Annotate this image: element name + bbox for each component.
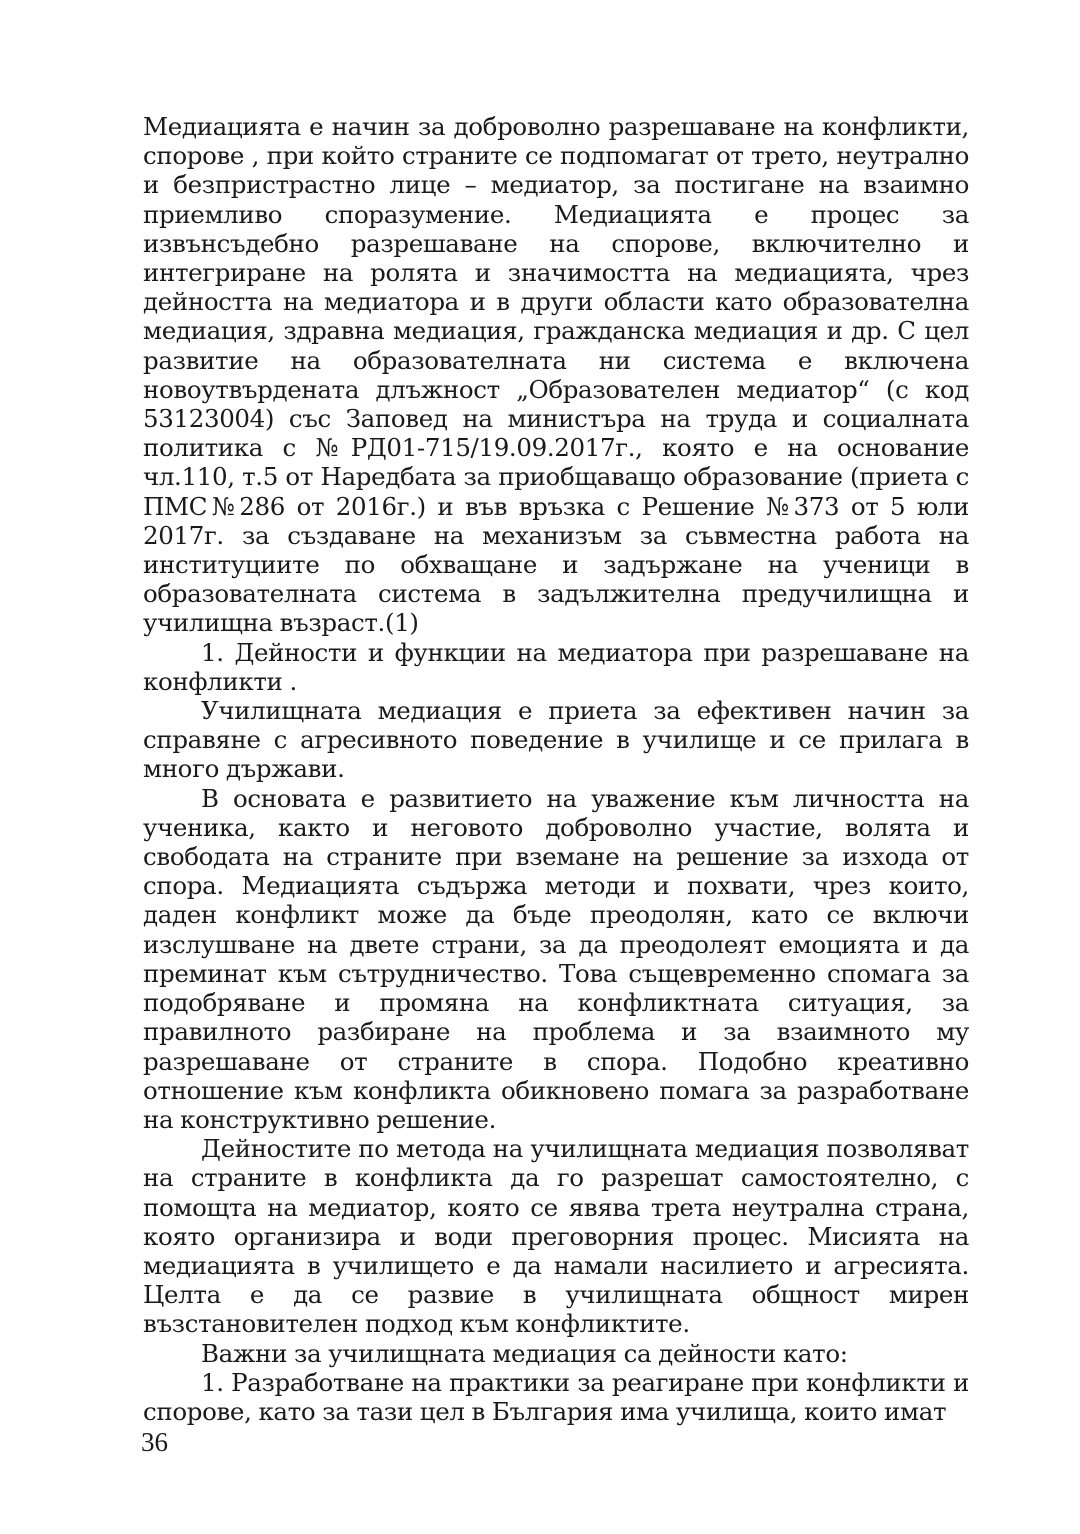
page-number: 36 — [141, 1427, 168, 1457]
body-text — [143, 112, 969, 1426]
paragraph-school-mediation: Училищната медиация е приета за ефективен начин за справяне с агресивното поведение в училище и се прилага в много държави. — [143, 696, 969, 784]
list-item-developing-practices: 1. Разработване на практики за реагиране при конфликти и спорове, като за тази цел в България има училища, които имат — [143, 1367, 969, 1426]
paragraph-important-activities: Важни за училищната медиация са дейности като: — [201, 1338, 848, 1368]
paragraph-respect-foundation: В основата е развитието на уважение към личността на ученика, както и неговото доброволно участие, волята и свободата на страните при вземане на решение за изхода от спора. Медиацията съдържа методи и похвати, чрез които, даден конфликт може да бъде преодолян, като се включи изслушване на двете страни, за да преодолеят емоцията и да преминат към сътрудничество. Това същевременно спомага за подобряване и промяна на конфликтната ситуация, за правилното разбиране на проблема и за взаимното му разрешаване от страните в спора. Подобно креативно отношение към конфликта обикновено помага за разработване на конструктивно решение. — [143, 783, 969, 1134]
paragraph-mediation-method: Дейностите по метода на училищната медиация позволяват на страните в конфликта да го разрешат самостоятелно, с помощта на медиатор, която се явява трета неутрална страна, която организира и води преговорния процес. Мисията на медиацията в училището е да намали насилието и агресията. Целта е да се развие в училищната общност мирен възстановителен подход към конфликтите. — [143, 1134, 969, 1339]
section-heading-mediator-activities: 1. Дейности и функции на медиатора при разрешаване на конфликти . — [143, 637, 969, 696]
paragraph-mediation-definition: Медиацията е начин за доброволно разрешаване на конфликти, спорове , при който страните се подпомагат от трето, неутрално и безпристрастно лице – медиатор, за постигане на взаимно приемливо споразумение. Медиацията е процес за извънсъдебно разрешаване на спорове, включително и интегриране на ролята и значимостта на медиацията, чрез дейността на медиатора и в други области като образователна медиация, здравна медиация, гражданска медиация и др. С цел развитие на образователната ни система е включена новоутвърдената длъжност „Образователен медиатор“ (с код 53123004) със Заповед на министъра на труда и социалната политика с №РД01-715/19.09.2017г., която е на основание чл.110, т.5 от Наредбата за приобщаващо образование (приета с ПМС№286 от 2016г.) и във връзка с Решение №373 от 5 юли 2017г. за създаване на механизъм за съвместна работа на институциите по обхващане и задържане на ученици в образователната система в задължителна предучилищна и училищна възраст.(1) — [143, 112, 969, 638]
